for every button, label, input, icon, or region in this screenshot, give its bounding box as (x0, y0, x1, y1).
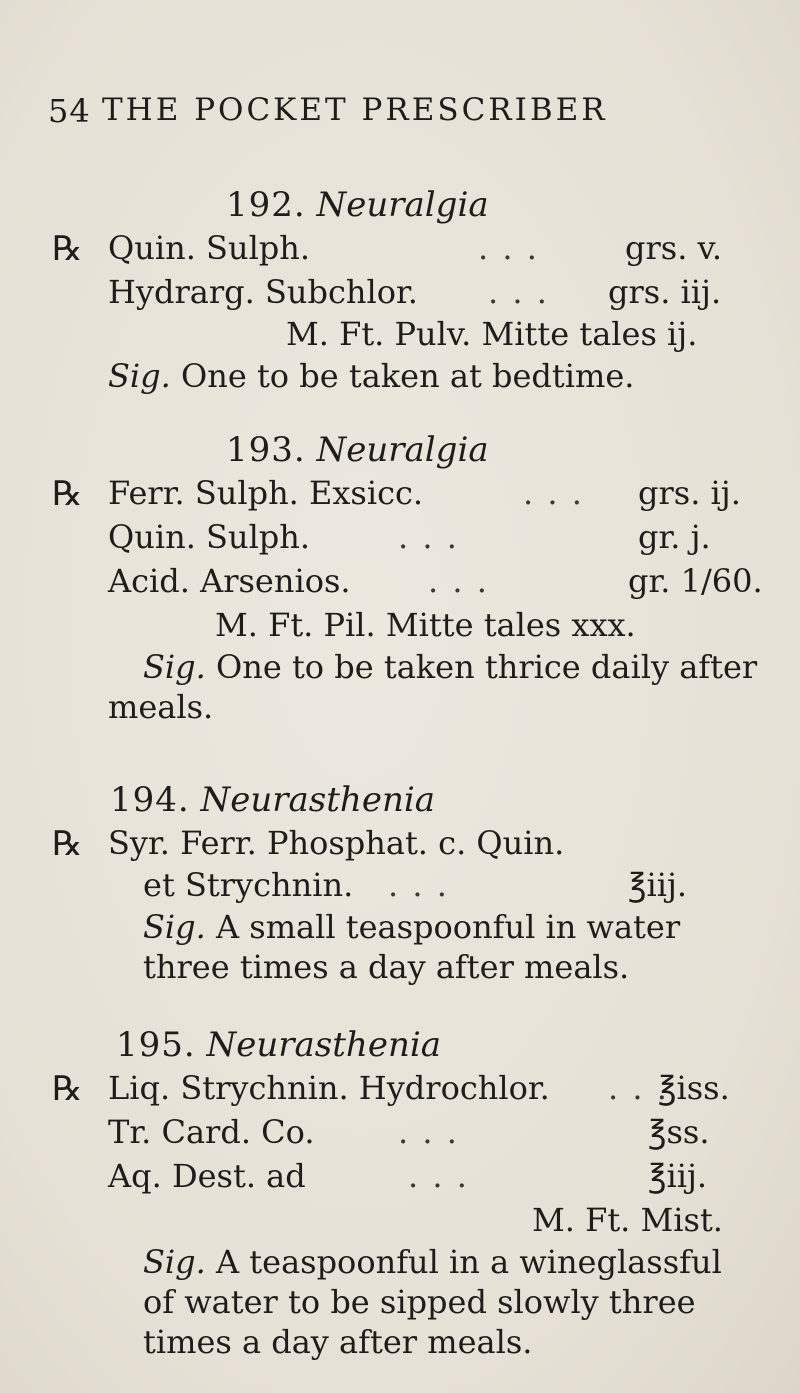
prescription-heading (110, 780, 435, 820)
leader-dots: . . . (478, 229, 539, 267)
ingredient-quantity: ℥iij. (648, 1157, 708, 1195)
ingredient-name: Acid. Arsenios. (108, 562, 351, 600)
signa-continuation: times a day after meals. (143, 1323, 533, 1361)
prescription-heading (226, 185, 489, 225)
prescription-number: 193. (226, 430, 306, 470)
leader-dots: . . . (408, 1157, 469, 1195)
ingredient-line (108, 474, 741, 518)
prescription-heading (226, 430, 489, 470)
ingredient-line (108, 824, 738, 868)
ingredient-quantity: ℥iij. (628, 866, 688, 904)
signa-text: A teaspoonful in a wineglassful (215, 1243, 722, 1281)
ingredient-line (143, 866, 738, 910)
ingredient-name: et Strychnin. (143, 866, 354, 904)
ingredient-name: Tr. Card. Co. (108, 1113, 315, 1151)
ingredient-line (108, 562, 763, 606)
running-title: THE POCKET PRESCRIBER (102, 92, 608, 128)
ingredient-name: Quin. Sulph. (108, 229, 311, 267)
page-number: 54 (48, 92, 91, 130)
ingredient-line (108, 229, 738, 273)
ingredient-name: Syr. Ferr. Phosphat. c. Quin. (108, 824, 565, 862)
signa-label: Sig. (143, 908, 206, 946)
leader-dots: . . . (488, 273, 549, 311)
ingredient-quantity: gr. j. (638, 518, 711, 556)
rx-icon: ℞ (52, 1069, 83, 1109)
prescription-title: Neurasthenia (200, 780, 435, 820)
leader-dots: . . . (428, 562, 489, 600)
prescription-heading (116, 1025, 441, 1065)
ingredient-quantity: grs. ij. (638, 474, 741, 512)
signa-text: One to be taken at bedtime. (180, 357, 635, 395)
prescription-number: 195. (116, 1025, 196, 1065)
signa (143, 648, 757, 686)
leader-dots: . . . (608, 1069, 669, 1107)
ingredient-line (108, 1113, 758, 1157)
page-header (48, 92, 768, 132)
ingredient-quantity: grs. iij. (608, 273, 722, 311)
ingredient-quantity: gr. 1/60. (628, 562, 763, 600)
ingredient-name: Ferr. Sulph. Exsicc. (108, 474, 424, 512)
prescription-number: 194. (110, 780, 190, 820)
signa-text: A small teaspoonful in water (215, 908, 681, 946)
ingredient-quantity: ℥ss. (648, 1113, 710, 1151)
prescription-title: Neurasthenia (206, 1025, 441, 1065)
signa-continuation: three times a day after meals. (143, 948, 630, 986)
directions: M. Ft. Mist. (532, 1201, 723, 1239)
signa-text: One to be taken thrice daily after (215, 648, 758, 686)
signa-label: Sig. (108, 357, 171, 395)
rx-icon: ℞ (52, 229, 83, 269)
leader-dots: . . . (388, 866, 449, 904)
rx-icon: ℞ (52, 474, 83, 514)
signa (143, 1243, 722, 1281)
prescription-title: Neuralgia (316, 430, 489, 470)
ingredient-line (108, 518, 738, 562)
leader-dots: . . . (398, 518, 459, 556)
ingredient-name: Liq. Strychnin. Hydrochlor. (108, 1069, 550, 1107)
ingredient-line (108, 1157, 758, 1201)
signa (143, 908, 680, 946)
directions: M. Ft. Pulv. Mitte tales ij. (286, 315, 698, 353)
signa-continuation: of water to be sipped slowly three (143, 1283, 696, 1321)
ingredient-name: Hydrarg. Subchlor. (108, 273, 418, 311)
ingredient-name: Aq. Dest. ad (108, 1157, 306, 1195)
ingredient-line (108, 273, 738, 317)
ingredient-quantity: ℥iss. (658, 1069, 730, 1107)
signa (108, 357, 634, 395)
ingredient-line (108, 1069, 758, 1113)
ingredient-name: Quin. Sulph. (108, 518, 311, 556)
leader-dots: . . . (398, 1113, 459, 1151)
signa-label: Sig. (143, 648, 206, 686)
prescription-title: Neuralgia (316, 185, 489, 225)
rx-icon: ℞ (52, 824, 83, 864)
signa-label: Sig. (143, 1243, 206, 1281)
signa-continuation: meals. (108, 688, 214, 726)
leader-dots: . . . (523, 474, 584, 512)
prescription-number: 192. (226, 185, 306, 225)
directions: M. Ft. Pil. Mitte tales xxx. (215, 606, 636, 644)
ingredient-quantity: grs. v. (625, 229, 722, 267)
